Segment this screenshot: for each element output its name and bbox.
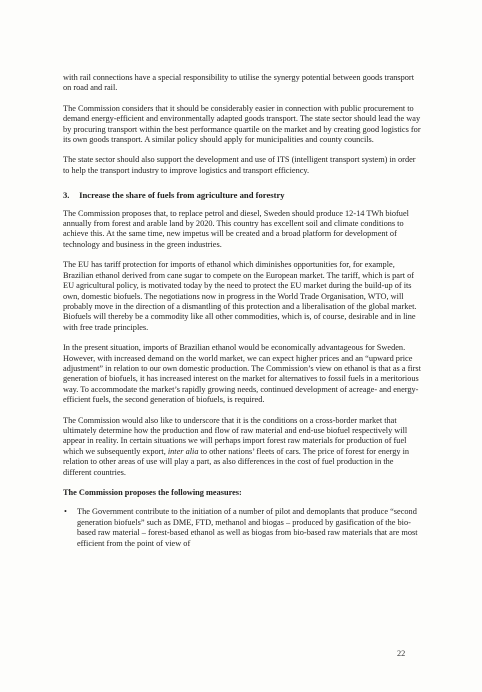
bullet-icon: • [64,507,67,517]
paragraph-eu-tariff: The EU has tariff protection for imports of ethanol which diminishes opportunities for, for example, Brazilian ethanol derived from cane sugar to compete on the European market. The tariff, which is part of EU agricultural policy, is motivated today by the need to protect the EU market during the build-up of its own, domestic biofuels. The negotiations now in progress in the World Trade Organisation, WTO, will probably move in the direction of a dismantling of this protection and a liberalisation of the global market. Biofuels will thereby be a commodity like all other commodities, which is, of course, desirable and in line with free trade principles. [63,260,417,332]
proposals-heading: The Commission proposes the following measures: [63,488,242,497]
document-body [63,73,423,549]
paragraph-biofuel-target: The Commission proposes that, to replace petrol and diesel, Sweden should produce 12-14 TWh biofuel annually from forest and arable land by 2020. This country has excellent soil and climate conditions to achieve this. At the same time, new impetus will be created and a broad platform for development of technology and business in the green industries. [63,208,409,249]
paragraph-brazilian-ethanol: In the present situation, imports of Brazilian ethanol would be economically advantageous for Sweden. However, with increased demand on the world market, we can expect higher prices and an “upward price adjustment” in relation to our own domestic production. The Commission’s view on ethanol is that as a first generation of biofuels, it has increased interest on the market for alternatives to fossil fuels in a meritorious way. To accommodate the market’s rapidly growing needs, continued development of acreage- and energy-efficient fuels, the second generation of biofuels, is required. [63,343,421,405]
paragraph-public-procurement: The Commission considers that it should be considerably easier in connection with public procurement to demand energy-efficient and environmentally adapted goods transport. The state sector should lead the way by procuring transport within the best performance quartile on the market and by creating good logistics for its own goods transport. A similar policy should apply for municipalities and county councils. [63,103,421,145]
cross-border-text-end: to other nations’ fleets of cars. The price of forest for energy in relation to other areas of use will play a part, as also differences in the cost of fuel production in the different countries. [63,446,410,477]
section-title: Increase the share of fuels from agriculture and forestry [79,190,285,201]
paragraph-cross-border-market [63,416,423,478]
list-item-text: The Government contribute to the initiation of a number of pilot and demoplants that produce “second generation biofuels” such as DME, FTD, methanol and biogas – produced by gasification of the bio-based raw material – forest-based ethanol as well as biogas from bio-based raw materials that are most efficient from the point of view of [77,507,418,548]
section-heading [63,190,423,200]
paragraph-rail-connections: with rail connections have a special responsibility to utilise the synergy potential between goods transport on road and rail. [63,73,415,93]
measures-list [63,507,423,549]
list-item [63,507,423,549]
cross-border-text-start: The Commission would also like to underscore that it is the conditions on a cross-border market that ultimately determine how the production and flow of raw material and end-use biofuel respectively will appear in reality. In certain situations we will perhaps import forest raw materials for production of fuel which we subsequently export, [63,415,408,456]
paragraph-its-support: The state sector should also support the development and use of ITS (intelligent transport system) in order to help the transport industry to improve logistics and transport efficiency. [63,155,416,175]
section-number: 3. [63,190,70,201]
page-number: 22 [397,649,406,658]
inter-alia-italic: inter alia [167,446,199,456]
